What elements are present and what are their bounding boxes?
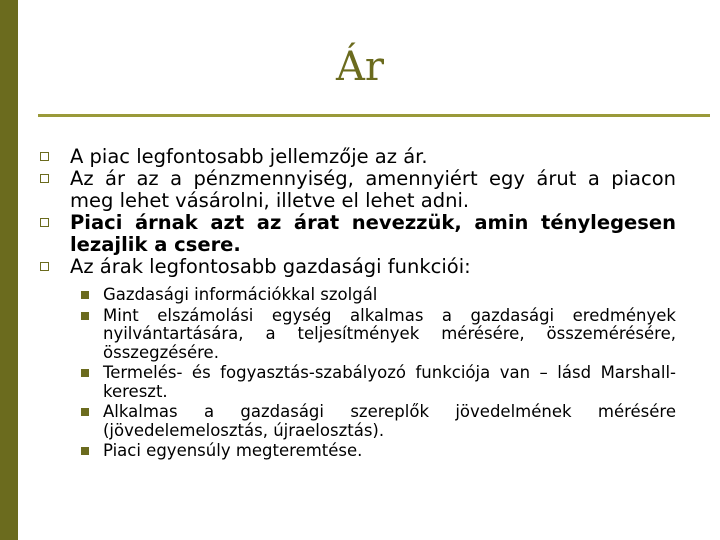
hollow-square-bullet-icon [40, 262, 49, 271]
bullet-text: Piaci árnak azt az árat nevezzük, amin ténylegesen lezajlik a csere. [70, 211, 676, 256]
bullet-text: Az ár az a pénzmennyiség, amennyiért egy árut a piacon meg lehet vásárolni, illetve el lehet adni. [70, 167, 676, 212]
hollow-square-bullet-icon [40, 152, 49, 161]
sub-bullet-item [70, 286, 676, 305]
hollow-square-bullet-icon [40, 174, 49, 183]
sub-bullet-text: Gazdasági információkkal szolgál [103, 285, 378, 304]
sub-bullet-list [38, 286, 676, 461]
sub-bullet-item [70, 364, 676, 401]
sub-bullet-item [70, 403, 676, 440]
bullet-item [38, 212, 676, 256]
bullet-item [38, 146, 676, 168]
bullet-item [38, 168, 676, 212]
sub-bullet-item [70, 307, 676, 363]
filled-square-bullet-icon [81, 447, 89, 455]
bullet-text: A piac legfontosabb jellemzője az ár. [70, 145, 428, 168]
filled-square-bullet-icon [81, 408, 89, 416]
bullet-item [38, 256, 676, 278]
bullet-text: Az árak legfontosabb gazdasági funkciói: [70, 255, 471, 278]
sub-bullet-text: Piaci egyensúly megteremtése. [103, 441, 363, 460]
filled-square-bullet-icon [81, 312, 89, 320]
slide-title: Ár [335, 44, 384, 90]
filled-square-bullet-icon [81, 369, 89, 377]
sub-bullet-text: Termelés- és fogyasztás-szabályozó funkciója van – lásd Marshall-kereszt. [103, 363, 676, 401]
slide-content [38, 146, 676, 461]
sub-bullet-text: Alkalmas a gazdasági szereplők jövedelmének mérésére (jövedelemelosztás, újraelosztás). [103, 402, 676, 440]
sub-bullet-text: Mint elszámolási egység alkalmas a gazdasági eredmények nyilvántartására, a teljesítmények mérésére, összemérésére, összegzésére. [103, 305, 676, 362]
sub-bullet-item [70, 442, 676, 461]
title-divider [38, 114, 710, 117]
hollow-square-bullet-icon [40, 218, 49, 227]
filled-square-bullet-icon [81, 291, 89, 299]
